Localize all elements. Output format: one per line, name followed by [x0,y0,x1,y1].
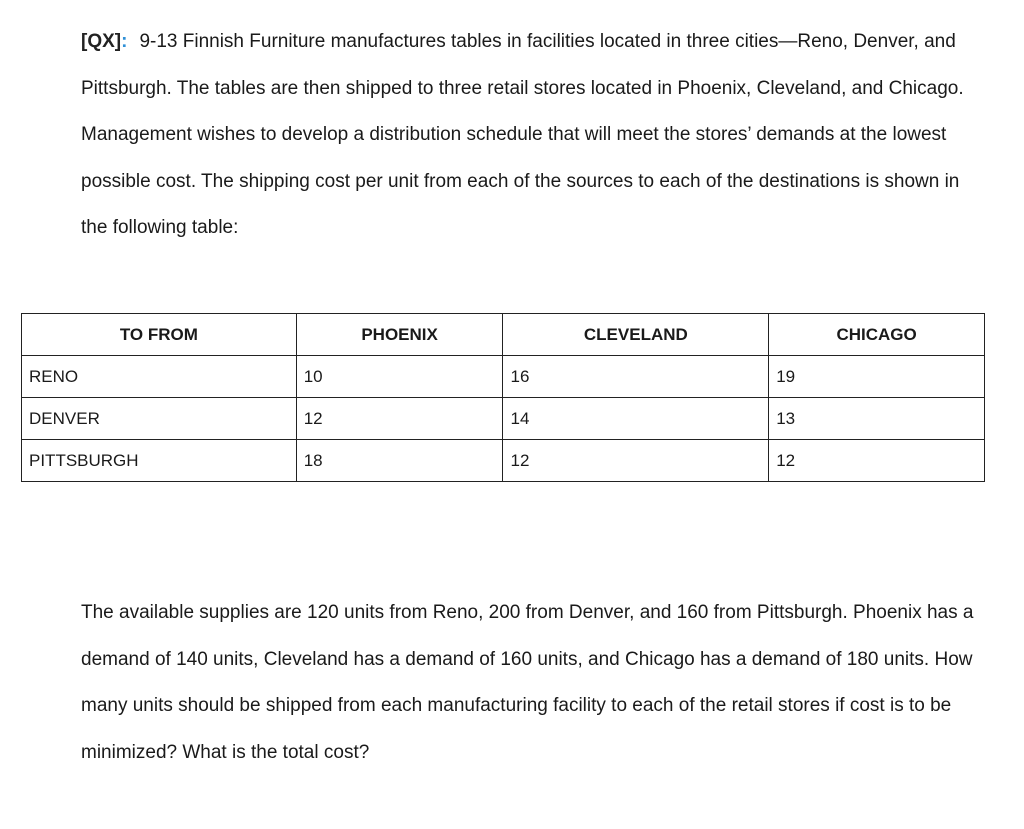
followup-paragraph: The available supplies are 120 units from Reno, 200 from Denver, and 160 from Pittsburgh. Phoenix has a demand of 140 units, Cleveland has a demand of 160 units, and Chicago has a demand of 180 units. How many units should be shipped from each manufacturing facility to each of the retail stores if cost is to be minimized? What is the total cost? [81,602,974,763]
table-cell: 12 [769,440,985,482]
table-header-row [22,314,985,356]
table-cell: 12 [503,440,769,482]
table-cell: 16 [503,356,769,398]
shipping-cost-table [21,313,985,482]
question-label: [QX] [81,31,122,52]
table-row [22,440,985,482]
row-label-denver: DENVER [22,398,297,440]
table-cell: 13 [769,398,985,440]
table-row [22,356,985,398]
table-header-chicago: CHICAGO [769,314,985,356]
table-cell: 10 [296,356,503,398]
question-text: 9-13 Finnish Furniture manufactures tables in facilities located in three cities—Reno, Denver, and Pittsburgh. The tables are then shipped to three retail stores located in Phoenix, Cleveland, and Chicago. Management wishes to develop a distribution schedule that will meet the stores’ demands at the lowest possible cost. The shipping cost per unit from each of the sources to each of the destinations is shown in the following table: [81,31,964,239]
table-cell: 19 [769,356,985,398]
table-cell: 14 [503,398,769,440]
question-label-colon: : [121,31,128,52]
question-paragraph [81,19,991,252]
table-header-to-from: TO FROM [22,314,297,356]
row-label-reno: RENO [22,356,297,398]
row-label-pittsburgh: PITTSBURGH [22,440,297,482]
table-cell: 18 [296,440,503,482]
table-row [22,398,985,440]
table-cell: 12 [296,398,503,440]
table-header-phoenix: PHOENIX [296,314,503,356]
table-header-cleveland: CLEVELAND [503,314,769,356]
